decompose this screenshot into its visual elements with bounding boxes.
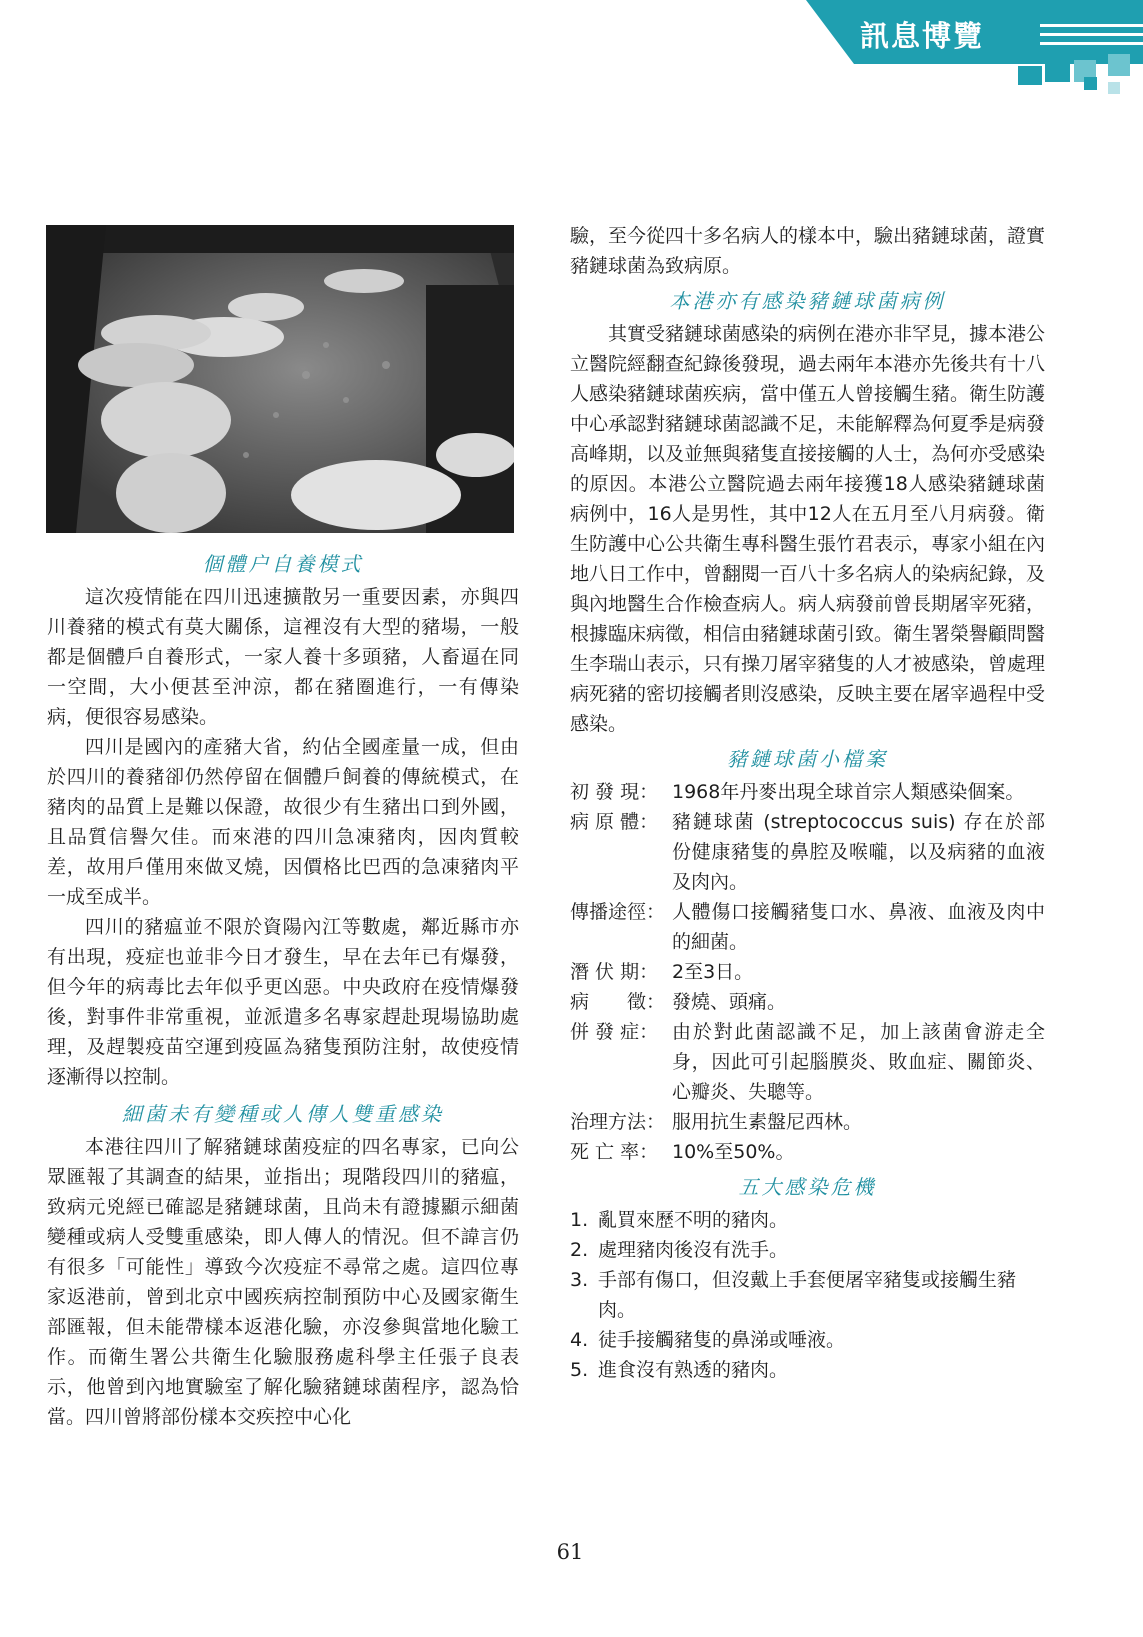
paragraph: 四川是國內的產豬大省，約佔全國產量一成，但由於四川的養豬卻仍然停留在個體戶飼養的傳統模式，在豬肉的品質上是難以保證，故很少有生豬出口到外國，且品質信譽欠佳。而來港的四川急凍豬肉，因肉質較差，故用戶僅用來做叉燒，因價格比巴西的急凍豬肉平一成至成半。 (47, 736, 519, 908)
list-item (570, 1325, 1045, 1355)
fact-label: 治理方法： (570, 1111, 666, 1133)
fact-value: 由於對此菌認識不足，加上該菌會游走全身，因此可引起腦膜炎、敗血症、關節炎、心瓣炎、失聰等。 (672, 1021, 1045, 1103)
section-title: 個體户自養模式 (202, 552, 364, 576)
paragraph-continuation: 驗，至今從四十多名病人的樣本中，驗出豬鏈球菌，證實豬鏈球菌為致病原。 (570, 225, 1046, 277)
fact-label: 傳播途徑： (570, 901, 666, 923)
fact-label: 初 發 現： (570, 781, 659, 803)
fact-sheet (570, 777, 1045, 1167)
list-number: 2. (570, 1239, 589, 1261)
fact-row (570, 987, 1045, 1017)
fact-row (570, 957, 1045, 987)
risk-list (570, 1205, 1045, 1385)
paragraph: 本港往四川了解豬鏈球菌疫症的四名專家，已向公眾匯報了其調查的結果，並指出；現階段四川的豬瘟，致病元兇經已確認是豬鏈球菌，且尚未有證據顯示細菌變種或病人受雙重感染，即人傳人的情況。但不諱言仍有很多「可能性」導致今次疫症不尋常之處。這四位專家返港前，曾到北京中國疾病控制預防中心及國家衛生部匯報，但未能帶樣本返港化驗，亦沒參與當地化驗工作。而衛生署公共衛生化驗服務處科學主任張子良表示，他曾到內地實驗室了解化驗豬鏈球菌程序，認為恰當。四川曾將部份樣本交疾控中心化 (47, 1136, 519, 1428)
fact-label: 潛 伏 期： (570, 961, 659, 983)
section-title: 五大感染危機 (738, 1175, 877, 1199)
paragraph: 四川的豬瘟並不限於資陽內江等數處，鄰近縣市亦有出現，疫症也並非今日才發生，早在去年已有爆發，但今年的病毒比去年似乎更凶惡。中央政府在疫情爆發後，對事件非常重視，並派遣多名專家趕赴現場協助處理，及趕製疫苗空運到疫區為豬隻預防注射，故使疫情逐漸得以控制。 (47, 916, 519, 1088)
section-title: 豬鏈球菌小檔案 (727, 747, 888, 771)
list-text: 處理豬肉後沒有洗手。 (598, 1239, 789, 1261)
fact-row (570, 1017, 1045, 1107)
list-item (570, 1235, 1045, 1265)
fact-value: 10%至50%。 (672, 1141, 795, 1163)
list-number: 4. (570, 1329, 589, 1351)
decor-square (1108, 54, 1130, 76)
fact-row (570, 897, 1045, 957)
section-title: 細菌未有變種或人傳人雙重感染 (122, 1102, 444, 1126)
fact-label: 病 徵： (570, 991, 666, 1013)
decor-square (1084, 77, 1097, 90)
list-text: 亂買來歷不明的豬肉。 (598, 1209, 789, 1231)
paragraph: 這次疫情能在四川迅速擴散另一重要因素，亦與四川養豬的模式有莫大關係，這裡沒有大型的豬場，一般都是個體戶自養形式，一家人養十多頭豬，人畜逼在同一空間，大小便甚至沖涼，都在豬圈進行，一有傳染病，便很容易感染。 (47, 586, 519, 728)
section-title: 本港亦有感染豬鏈球菌病例 (669, 289, 946, 313)
list-number: 1. (570, 1209, 589, 1231)
list-text: 手部有傷口，但沒戴上手套便屠宰豬隻或接觸生豬肉。 (598, 1269, 1017, 1321)
decor-square (1018, 66, 1042, 85)
decor-square (1108, 82, 1120, 94)
list-number: 5. (570, 1359, 589, 1381)
pigs-photo (46, 225, 514, 533)
left-column (47, 548, 519, 1432)
list-text: 進食沒有熟透的豬肉。 (598, 1359, 789, 1381)
fact-label: 死 亡 率： (570, 1141, 659, 1163)
fact-value: 2至3日。 (672, 961, 754, 983)
fact-row (570, 1107, 1045, 1137)
fact-row (570, 807, 1045, 897)
right-column (570, 221, 1045, 1385)
fact-label: 病 原 體： (570, 811, 659, 833)
paragraph: 其實受豬鏈球菌感染的病例在港亦非罕見，據本港公立醫院經翻查紀錄後發現，過去兩年本港亦先後共有十八人感染豬鏈球菌疾病，當中僅五人曾接觸生豬。衛生防護中心承認對豬鏈球菌認識不足，未能解釋為何夏季是病發高峰期，以及並無與豬隻直接接觸的人士，為何亦受感染的原因。本港公立醫院過去兩年接獲18人感染豬鏈球菌病例中，16人是男性，其中12人在五月至八月病發。衛生防護中心公共衛生專科醫生張竹君表示，專家小組在內地八日工作中，曾翻閱一百八十多名病人的染病紀錄，及與內地醫生合作檢查病人。病人病發前曾長期屠宰死豬，根據臨床病徵，相信由豬鏈球菌引致。衛生署榮譽顧問醫生李瑞山表示，只有操刀屠宰豬隻的人才被感染，曾處理病死豬的密切接觸者則沒感染，反映主要在屠宰過程中受感染。 (570, 323, 1046, 735)
fact-value: 人體傷口接觸豬隻口水、鼻液、血液及肉中的細菌。 (672, 901, 1045, 953)
fact-value: 發燒、頭痛。 (672, 991, 787, 1013)
fact-value: 豬鏈球菌 (streptococcus suis) 存在於部份健康豬隻的鼻腔及喉嚨，以及病豬的血液及肉內。 (672, 811, 1045, 893)
list-item (570, 1205, 1045, 1235)
fact-row (570, 1137, 1045, 1167)
fact-label: 併 發 症： (570, 1021, 659, 1043)
fact-value: 服用抗生素盤尼西林。 (672, 1111, 863, 1133)
fact-value: 1968年丹麥出現全球首宗人類感染個案。 (672, 781, 1025, 803)
page-number: 61 (556, 1540, 584, 1564)
decor-square (1045, 60, 1070, 82)
list-item (570, 1355, 1045, 1385)
fact-row (570, 777, 1045, 807)
list-item (570, 1265, 1045, 1325)
section-label: 訊息博覽 (860, 19, 985, 53)
list-text: 徒手接觸豬隻的鼻涕或唾液。 (598, 1329, 846, 1351)
list-number: 3. (570, 1269, 589, 1291)
